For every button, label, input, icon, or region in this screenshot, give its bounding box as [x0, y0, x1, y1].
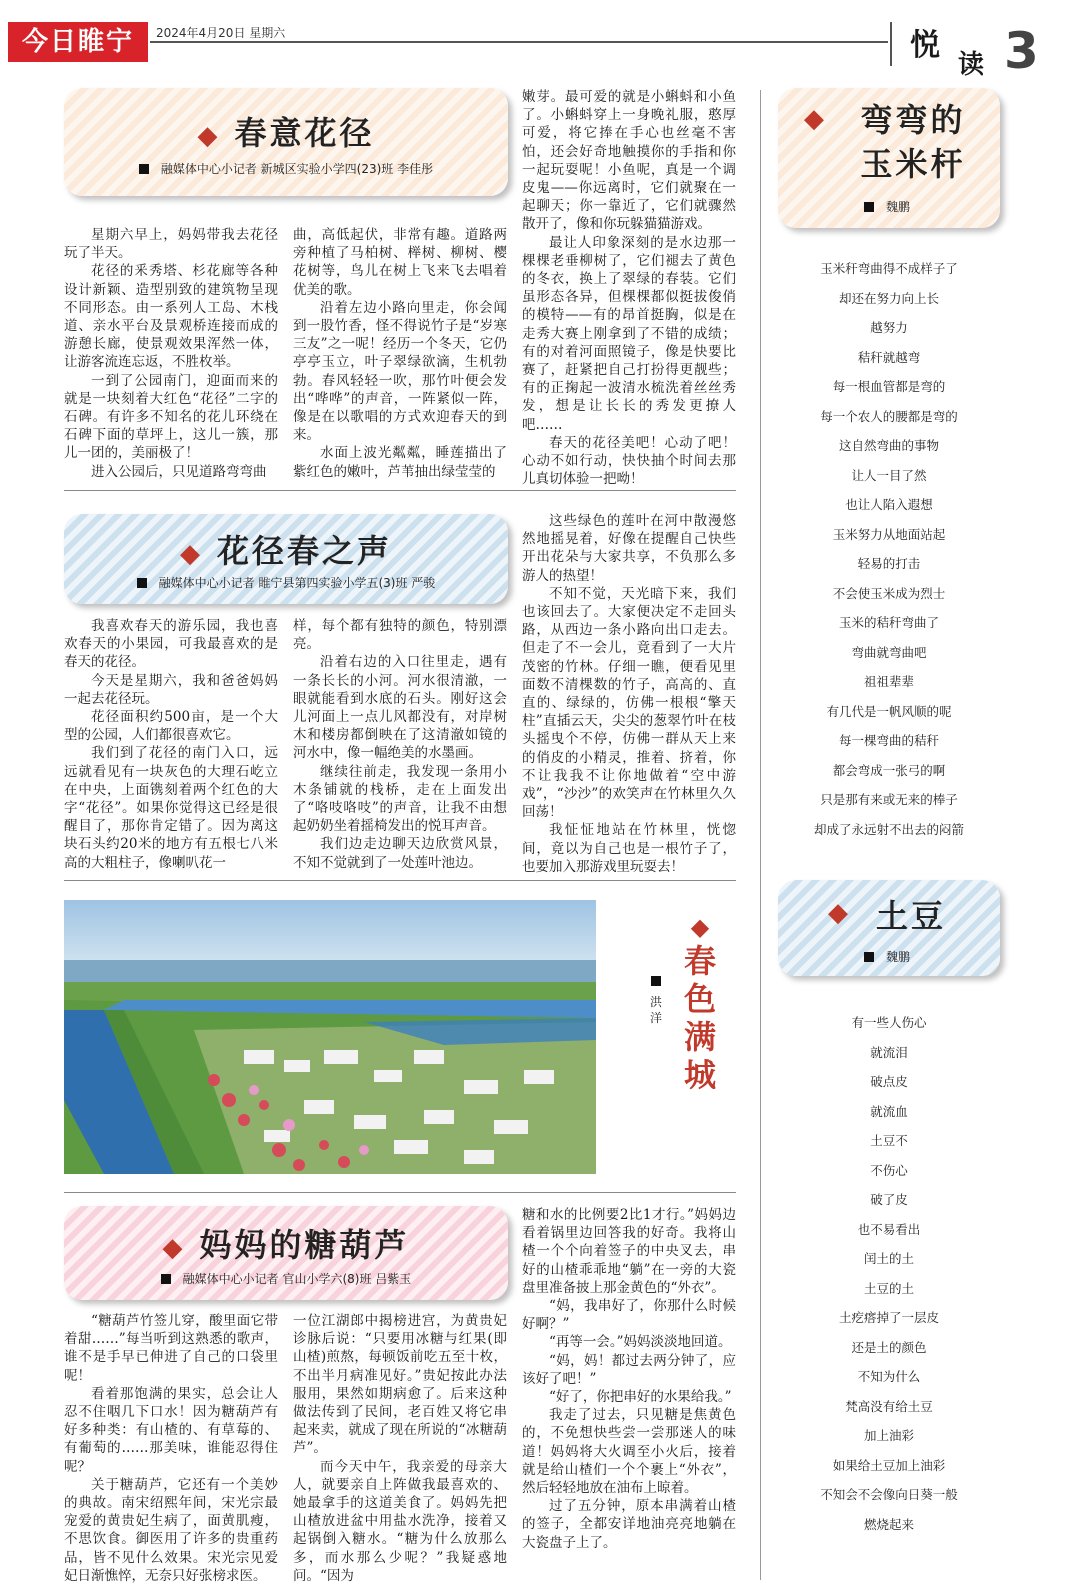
poem-line: 秸秆就越弯 [857, 349, 921, 365]
poem-line: 还是土的颜色 [851, 1339, 927, 1355]
poem-line: 不会使玉米成为烈士 [832, 585, 946, 601]
photo-author-block [648, 976, 664, 1026]
newspaper-masthead-logo: 今日睢宁 [8, 22, 148, 62]
article1-heading-box [64, 88, 508, 196]
page-number: 3 [1004, 22, 1039, 80]
poem2-heading-box [778, 880, 1000, 976]
issue-date: 2024年4月20日 星期六 [156, 26, 286, 40]
section-name-char2: 读 [958, 50, 985, 80]
photo-title-block [680, 912, 720, 1094]
paragraph: 过了五分钟，原本串满着山楂的签子，全都安详地油亮亮地躺在大瓷盘子上了。 [522, 1498, 736, 1551]
poem-line: 玉米努力从地面站起 [832, 526, 946, 542]
diamond-icon: ◆ [828, 898, 848, 928]
poem-line: 有一些人伤心 [851, 1015, 927, 1030]
poem1-byline [864, 198, 910, 215]
article2-byline-wrap [64, 574, 508, 591]
paragraph: 关于糖葫芦，它还有一个美妙的典故。南宋绍熙年间，宋光宗最宠爱的黄贵妃生病了，面黄肌瘦，不思饮食。御医用了许多的贵重药品，皆不见什么效果。宋光宗见爱妃日渐憔悴，无奈只好张榜求医。 [64, 1476, 278, 1584]
poem-line: 破点皮 [870, 1074, 908, 1089]
poem-line: 加上油彩 [863, 1428, 914, 1443]
article3-heading-box [64, 1206, 508, 1300]
paragraph: 沿着左边小路向里走，你会闻到一股竹香，怪不得说竹子是“岁寒三友”之一呢！经历一个冬天，它仍亭亭玉立，叶子翠绿欲滴，生机勃勃。春风轻轻一吹，那竹叶便会发出“哗哗”的声音，一阵紧似一阵，像是在以歌唱的方式欢迎春天的到来。 [293, 299, 507, 444]
poem-line: 弯曲就弯曲吧 [851, 644, 927, 660]
paragraph: “再等一会。”妈妈淡淡地回道。 [549, 1334, 732, 1351]
square-bullet-icon [651, 976, 661, 986]
header-divider [890, 22, 892, 66]
poem-line: 就流血 [870, 1103, 908, 1119]
poem-line: 每一个农人的腰都是弯的 [820, 408, 958, 424]
poem-line: 闰土的土 [863, 1251, 914, 1266]
article1-byline: 融媒体中心小记者 新城区实验小学四(23)班 李佳彤 [160, 162, 434, 176]
paragraph: 最让人印象深刻的是水边那一棵棵老垂柳树了，它们褪去了黄色的冬衣，换上了翠绿的春装。它们虽形态各异，但棵棵都似挺拔俊俏的模特——有的昂首挺胸，似是在走秀大赛上刚拿到了不错的成绩；有的对着河面照镜子，像是快要比赛了，赶紧把自己打扮得更靓些；有的正掬起一波清水梳洗着丝丝秀发，想是让长长的秀发更撩人吧…… [522, 234, 736, 433]
section-name-char1: 悦 [910, 28, 940, 63]
poem-line: 让人一目了然 [851, 467, 927, 483]
square-bullet-icon [139, 164, 149, 174]
paragraph: 星期六早上，妈妈带我去花径玩了半天。 [64, 227, 278, 262]
square-bullet-icon [137, 578, 147, 588]
poem-line: 不知为什么 [857, 1369, 921, 1384]
paragraph: 我走了过去，只见糖是焦黄色的，不免想快些尝一尝那迷人的味道！妈妈将大火调至小火后，接着就是给山楂们一个个裹上“外衣”，然后轻轻地放在油布上晾着。 [522, 1407, 736, 1497]
paragraph: 曲，高低起伏，非常有趣。道路两旁种植了马柏树、榉树、柳树、樱花树等，鸟儿在树上飞来飞去唱着优美的歌。 [293, 227, 507, 298]
paragraph: 糖和水的比例要2比1才行。”妈妈边看着锅里边回答我的好奇。我将山楂一个个向着签子的中央叉去，串好的山楂乖乖地“躺”在一旁的大瓷盘里准备披上那金黄色的“外衣”。 [522, 1207, 736, 1296]
article2-byline: 融媒体中心小记者 睢宁县第四实验小学五(3)班 严骏 [158, 576, 436, 590]
diamond-icon: ◆ [179, 539, 203, 569]
poem-line: 每一根血管都是弯的 [832, 379, 946, 394]
article1-title-wrap [64, 108, 508, 154]
aerial-town-photo [64, 900, 596, 1174]
poem1-title-line1: 弯弯的 [860, 101, 966, 139]
paragraph: 我们边走边聊天边欣赏风景，不知不觉就到了一处莲叶池边。 [293, 836, 507, 871]
poem-line: 土豆的土 [863, 1280, 914, 1296]
paragraph: 嫩芽。最可爱的就是小蝌蚪和小鱼了。小蝌蚪穿上一身晚礼服，憨厚可爱，将它捧在手心也丝毫不害怕，还会好奇地触摸你的手指和你一起玩耍呢！小鱼呢，真是一个调皮鬼——你远离时，它们就聚在一起聊天；你一靠近了，它们就骤然散开了，像和你玩躲猫猫游戏。 [522, 89, 736, 233]
photo-author: 洪洋 [649, 995, 662, 1025]
poem-line: 玉米秆弯曲得不成样子了 [820, 261, 958, 276]
poem-line: 如果给土豆加上油彩 [832, 1457, 946, 1473]
poem-line: 每一棵弯曲的秸秆 [838, 733, 939, 748]
diamond-icon: ◆ [804, 104, 824, 134]
poem-line: 祖祖辈辈 [863, 674, 914, 689]
square-bullet-icon [864, 952, 874, 962]
article1-column-2 [293, 226, 507, 480]
paragraph: “妈，妈！都过去两分钟了，应该好了吧！” [522, 1352, 736, 1387]
poem-line: 燃烧起来 [863, 1516, 914, 1532]
article3-byline-wrap [64, 1270, 508, 1287]
article-rule [64, 1192, 736, 1193]
square-bullet-icon [864, 202, 874, 212]
paragraph: 我喜欢春天的游乐园，我也喜欢春天的小果园，可我最喜欢的是春天的花径。 [64, 618, 278, 671]
poem-line: 也不易看出 [857, 1221, 921, 1237]
article3-column-3 [522, 1206, 736, 1562]
diamond-icon: ◆ [162, 1233, 186, 1263]
article2-column-1 [64, 617, 278, 871]
article1-column-3 [522, 88, 736, 488]
paragraph: 继续往前走，我发现一条用小木条铺就的栈桥，走在上面发出了“咯吱咯吱”的声音，让我不由想起奶奶坐着摇椅发出的悦耳声音。 [293, 763, 507, 835]
aerial-photo-illustration [64, 900, 596, 1174]
paragraph: 水面上波光粼粼，睡莲描出了紫红色的嫩叶，芦苇抽出绿莹莹的 [293, 445, 507, 480]
poem1-author: 魏鹏 [886, 200, 911, 214]
article1-title: 春意花径 [234, 114, 375, 152]
poem2-author: 魏鹏 [886, 950, 911, 964]
paragraph: 沿着右边的入口往里走，遇有一条长长的小河。河水很清澈，一眼就能看到水底的石头。刚好这会儿河面上一点儿风都没有，对岸树木和楼房都倒映在了这清澈如镜的河水中，像一幅绝美的水墨画。 [293, 654, 507, 762]
square-bullet-icon [161, 1274, 171, 1284]
article-rule [64, 490, 736, 491]
paragraph: 花径面积约500亩，是一个大型的公园，人们都很喜欢它。 [64, 709, 278, 744]
poem-line: 破了皮 [870, 1192, 908, 1207]
article1-byline-wrap [64, 160, 508, 177]
poem-line: 也让人陷入遐想 [845, 497, 933, 512]
poem-line: 土豆不 [870, 1133, 908, 1148]
article3-column-1 [64, 1312, 278, 1584]
poem-line: 这自然弯曲的事物 [838, 438, 939, 453]
diamond-icon: ◆ [690, 913, 710, 941]
poem-line: 土疙瘩掉了一层皮 [838, 1310, 939, 1325]
paragraph: 进入公园后，只见道路弯弯曲 [91, 463, 267, 480]
poem1-body [769, 254, 1009, 844]
article2-title-wrap [64, 526, 508, 572]
paragraph: 看着那饱满的果实，总会让人忍不住咽几下口水！因为糖葫芦有好多种类：有山楂的、有草莓的、有葡萄的……那美味，谁能忍得住呢？ [64, 1385, 278, 1475]
poem1-title [838, 98, 988, 186]
poem-line: 有几代是一帆风顺的呢 [826, 703, 952, 719]
column-divider [760, 90, 761, 1580]
poem-line: 只是那有来或无来的棒子 [820, 792, 958, 807]
poem-line: 就流泪 [870, 1044, 908, 1060]
article-rule [64, 880, 736, 881]
poem-line: 都会弯成一张弓的啊 [832, 762, 946, 778]
poem-line: 却还在努力向上长 [838, 290, 939, 306]
poem-line: 却成了永远射不出去的闷箭 [813, 821, 964, 837]
poem-line: 梵高没有给土豆 [845, 1398, 933, 1414]
poem-line: 不伤心 [870, 1162, 908, 1178]
paragraph: 花径的釆秀塔、杉花廊等各种设计新颖、造型别致的建筑物呈现不同形态。由一系列人工岛、木栈道、亲水平台及景观桥连接而成的游憩长廊，使景观效果浑然一体，让游客流连忘返，不胜枚举。 [64, 263, 278, 371]
paragraph: 一到了公园南门，迎面而来的就是一块刻着大红色“花径”二字的石碑。有许多不知名的花儿环绕在石碑下面的草坪上，这儿一簇，那儿一团的，美丽极了！ [64, 372, 278, 462]
poem2-byline [864, 948, 910, 965]
paragraph: 不知不觉，天光暗下来，我们也该回去了。大家便决定不走回头路，从西边一条小路向出口走去。但走了不一会儿，竟看到了一大片茂密的竹林。仔细一瞧，便看见里面数不清棵数的竹子，高高的、直直的、绿绿的，仿佛一根根“擎天柱”直插云天，尖尖的葱翠竹叶在枝头摇曳个不停，仿佛一群从天上来的俏皮的小精灵，推着、挤着，你不让我我不让你地做着“空中游戏”，“沙沙”的欢笑声在竹林里久久回荡！ [522, 585, 736, 821]
paragraph: 春天的花径美吧！心动了吧！心动不如行动，快快抽个时间去那儿真切体验一把呦！ [522, 434, 736, 488]
article2-title: 花径春之声 [216, 532, 392, 570]
article2-column-3 [522, 512, 736, 875]
article3-title-wrap [64, 1220, 508, 1266]
diamond-icon: ◆ [197, 121, 221, 151]
article3-byline: 融媒体中心小记者 官山小学六(8)班 吕紫玉 [182, 1272, 412, 1286]
header-rule [150, 41, 888, 43]
poem1-heading-box [778, 88, 1000, 228]
paragraph: 而今天中午，我亲爱的母亲大人，就要亲自上阵做我最喜欢的、她最拿手的这道美食了。妈妈先把山楂放进盆中用盐水洗净，接着又起锅倒入糖水。“糖为什么放那么多，而水那么少呢？”我疑惑地问。“因为 [293, 1458, 507, 1584]
paragraph: 今天是星期六，我和爸爸妈妈一起去花径玩。 [64, 672, 278, 707]
paragraph: “好了，你把串好的水果给我。” [549, 1389, 732, 1406]
article3-title: 妈妈的糖葫芦 [199, 1226, 410, 1264]
poem-line: 轻易的打击 [857, 556, 921, 571]
paragraph: 我怔怔地站在竹林里，恍惚间，竟以为自己也是一根竹子了，也要加入那游戏里玩耍去！ [522, 822, 736, 875]
poem1-title-line2: 玉米杆 [860, 145, 966, 183]
paragraph: 我们到了花径的南门入口，远远就看见有一块灰色的大理石屹立在中央，上面镌刻着两个红色的大字“花径”。如果你觉得这已经是很醒目了，那你肯定错了。因为离这块石头约20米的地方有五根七八米高的大粗柱子，像喇叭花一 [64, 745, 278, 871]
poem-line: 不知会不会像向日葵一般 [820, 1487, 958, 1502]
article3-column-2 [293, 1312, 507, 1584]
paragraph: “糖葫芦竹签儿穿，酸里面它带着甜……”每当听到这熟悉的歌声，谁不是手早已伸进了自己的口袋里呢！ [64, 1313, 278, 1384]
poem2-body [769, 1008, 1009, 1539]
poem-line: 玉米的秸秆弯曲了 [838, 615, 939, 630]
paragraph: 一位江湖郎中揭榜进宫，为黄贵妃诊脉后说：“只要用冰糖与红果(即山楂)煎熬，每顿饭前吃五至十枚，不出半月病准见好。”贵妃按此办法服用，果然如期病愈了。后来这种做法传到了民间，老百姓又将它串起来卖，就成了现在所说的“冰糖葫芦”。 [293, 1313, 507, 1457]
poem2-title: 土豆 [875, 897, 946, 935]
poem-line: 越努力 [870, 320, 908, 335]
paragraph: “妈，我串好了，你那什么时候好啊？” [522, 1298, 736, 1333]
paragraph: 样，每个都有独特的颜色，特别漂亮。 [293, 618, 507, 653]
article2-heading-box [64, 514, 508, 604]
photo-title: 春色满城 [683, 942, 716, 1094]
paragraph: 这些绿色的莲叶在河中散漫悠然地摇晃着，好像在提醒自己快些开出花朵与大家共享，不负那么多游人的热望！ [522, 513, 736, 584]
article2-column-2 [293, 617, 507, 871]
article1-column-1 [64, 226, 278, 480]
